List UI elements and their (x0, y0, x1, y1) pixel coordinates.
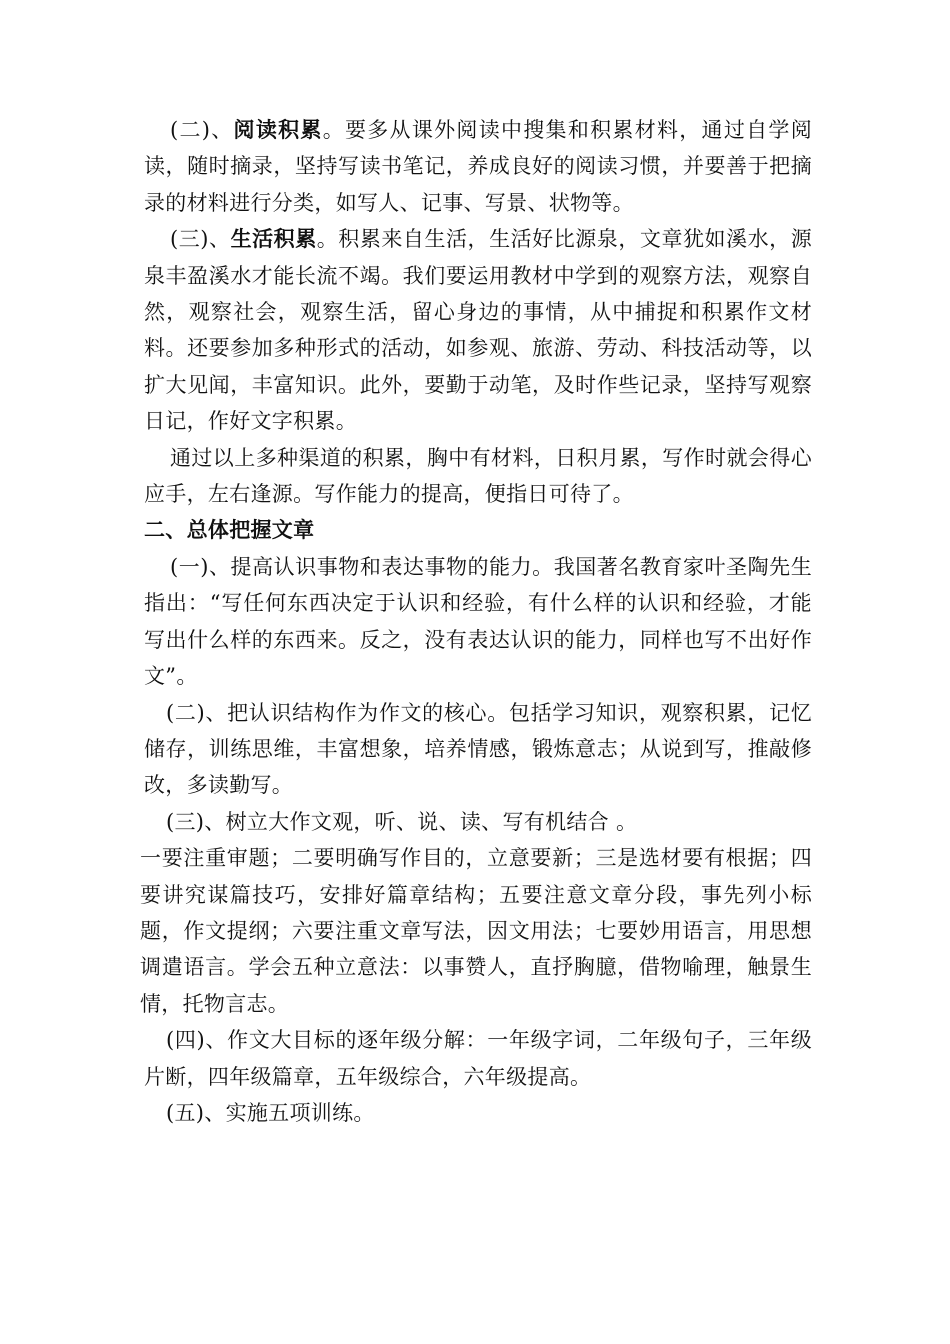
paragraph-prefix: (三)、 (170, 227, 231, 252)
section-heading: 二、总体把握文章 (144, 517, 315, 543)
paragraph-reading-accumulation (144, 112, 812, 221)
paragraph-item-1: (一)、提高认识事物和表达事物的能力。我国著名教育家叶圣陶先生指出：“写任何东西决定于认识和经验，有什么样的认识和经验，才能写出什么样的东西来。反之，没有表达认识的能力，同样也写不出好作文”。 (144, 554, 812, 689)
paragraph-item-3: (三)、树立大作文观，听、说、读、写有机结合 。 (166, 809, 638, 834)
bold-term: 生活积累 (230, 226, 317, 252)
document-body (140, 112, 812, 1131)
paragraph-text: 。要多从课外阅读中搜集和积累材料，通过自学阅读，随时摘录，坚持写读书笔记，养成良好的阅读习惯，并要善于把摘录的材料进行分类，如写人、记事、写景、状物等。 (144, 118, 812, 215)
paragraph-summary: 通过以上多种渠道的积累，胸中有材料，日积月累，写作时就会得心应手，左右逢源。写作能力的提高，便指日可待了。 (144, 445, 812, 507)
paragraph-life-accumulation (144, 221, 812, 439)
paragraph-text: 。积累来自生活，生活好比源泉，文章犹如溪水，源泉丰盈溪水才能长流不竭。我们要运用教材中学到的观察方法，观察自然，观察社会，观察生活，留心身边的事情，从中捕捉和积累作文材料。还要参加多种形式的活动，如参观、旅游、劳动、科技活动等，以扩大见闻，丰富知识。此外，要勤于动笔，及时作些记录，坚持写观察日记，作好文字积累。 (144, 227, 812, 434)
paragraph-item-5: (五)、实施五项训练。 (166, 1100, 375, 1125)
paragraph-writing-requirements: 一要注重审题；二要明确写作目的，立意要新；三是选材要有根据；四要讲究谋篇技巧，安排好篇章结构；五要注意文章分段，事先列小标题，作文提纲；六要注重文章写法，因文用法；七要妙用语言，用思想调遣语言。学会五种立意法：以事赞人，直抒胸臆，借物喻理，触景生情，托物言志。 (140, 846, 812, 1016)
bold-term: 阅读积累 (233, 117, 323, 142)
paragraph-item-4: (四)、作文大目标的逐年级分解：一年级字词，二年级句子，三年级片断，四年级篇章，五年级综合，六年级提高。 (144, 1028, 812, 1089)
paragraph-prefix: (二)、 (170, 118, 234, 142)
paragraph-item-2: (二)、把认识结构作为作文的核心。包括学习知识，观察积累，记忆储存，训练思维，丰富想象，培养情感，锻炼意志；从说到写，推敲修改，多读勤写。 (144, 700, 812, 798)
